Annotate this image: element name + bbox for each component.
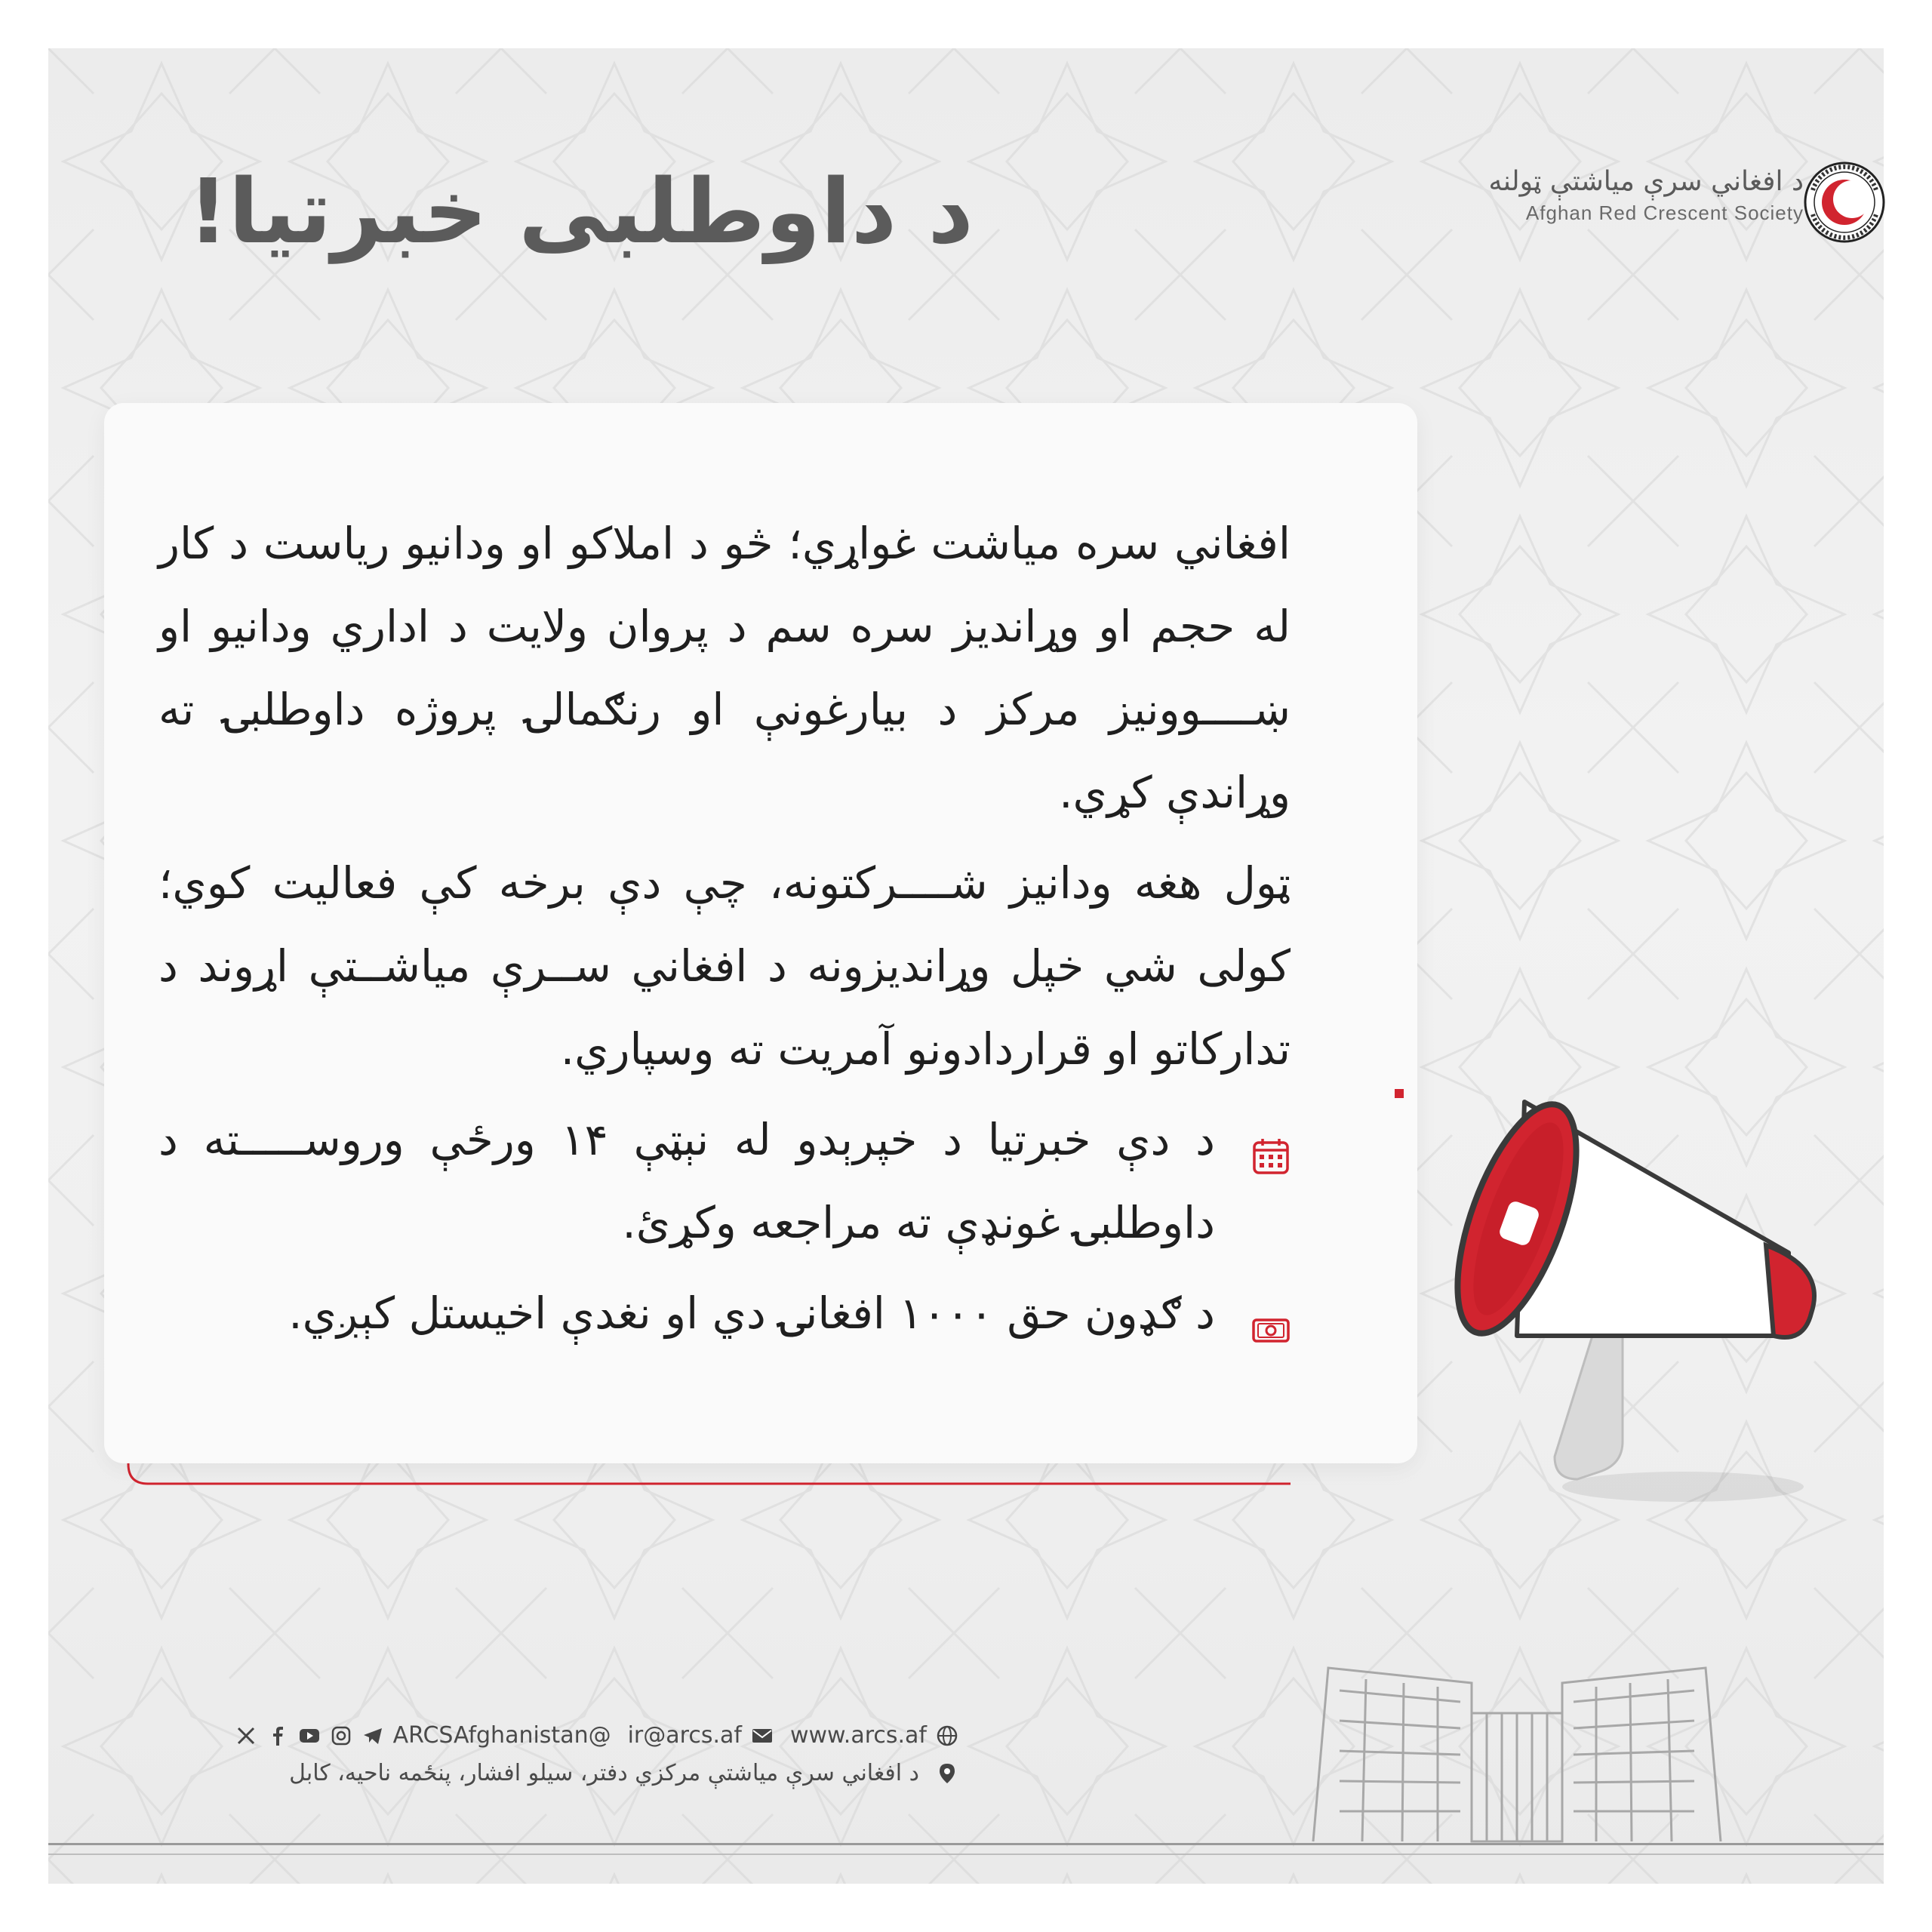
- accent-square: [1395, 1089, 1404, 1098]
- page-title: د داوطلبی خبرتیا!: [187, 159, 974, 263]
- bullet-deadline: [158, 1098, 1291, 1264]
- paragraph-companies: ټول هغه ودانیز شــــرکتونه، چې دې برخه کې فعالیت کوي؛ کولی شي خپل وړاندیزونه د افغاني ســرې میاشــتې اړوند د تدارکاتو او قراردادونو آمریت ته وسپاري.: [158, 857, 1291, 1075]
- youtube-icon[interactable]: [298, 1724, 321, 1747]
- brand-block: [1489, 166, 1804, 225]
- globe-icon: [936, 1724, 958, 1747]
- announcement-body: [158, 502, 1291, 1376]
- mail-icon: [751, 1724, 774, 1747]
- website-text: www.arcs.af: [789, 1722, 927, 1749]
- footer-social[interactable]: [235, 1722, 611, 1749]
- telegram-icon[interactable]: [361, 1724, 384, 1747]
- brand-name-english: Afghan Red Crescent Society: [1525, 202, 1804, 224]
- headquarters-building-illustration: [1306, 1623, 1728, 1849]
- bullet-fee: [158, 1272, 1291, 1376]
- social-handle-text: @ARCSAfghanistan: [392, 1722, 611, 1749]
- email-text: ir@arcs.af: [627, 1722, 742, 1749]
- arcs-logo: [1802, 160, 1887, 245]
- instagram-icon[interactable]: [330, 1724, 352, 1747]
- bullet-fee-text: د ګډون حق ۱۰۰۰ افغانۍ دي او نغدې اخیستل کېږي.: [288, 1287, 1215, 1339]
- footer-contacts: [235, 1722, 958, 1749]
- ground-line-secondary: [48, 1854, 1884, 1855]
- address-text: د افغاني سرې میاشتې مرکزي دفتر، سیلو افشار، پنځمه ناحیه، کابل: [289, 1760, 919, 1786]
- x-icon[interactable]: [235, 1724, 257, 1747]
- brand-name-pashto: د افغاني سرې میاشتې ټولنه: [1488, 166, 1804, 197]
- paragraph-intro: افغاني سره میاشت غواړي؛ څو د املاکو او ودانیو ریاست د کار له حجم او وړاندیز سره سم د پروان ولایت د اداري ودانیو او ښــــوونیز مرکز د بیارغونې او رنګمالۍ پروژه داوطلبۍ ته وړاندې کړي.: [158, 518, 1291, 818]
- calendar-icon: [1245, 1119, 1291, 1202]
- megaphone-icon: [1434, 1087, 1826, 1509]
- footer-email[interactable]: [628, 1722, 774, 1749]
- bullet-deadline-text: د دې خبرتیا د خپرېدو له نېټې ۱۴ ورځې وروســـــته د داوطلبۍ غونډې ته مراجعه وکړئ.: [158, 1114, 1215, 1248]
- location-pin-icon: [936, 1762, 958, 1785]
- footer-website[interactable]: [790, 1722, 958, 1749]
- facebook-icon[interactable]: [266, 1724, 289, 1747]
- money-icon: [1245, 1293, 1291, 1376]
- footer-address: [289, 1760, 958, 1786]
